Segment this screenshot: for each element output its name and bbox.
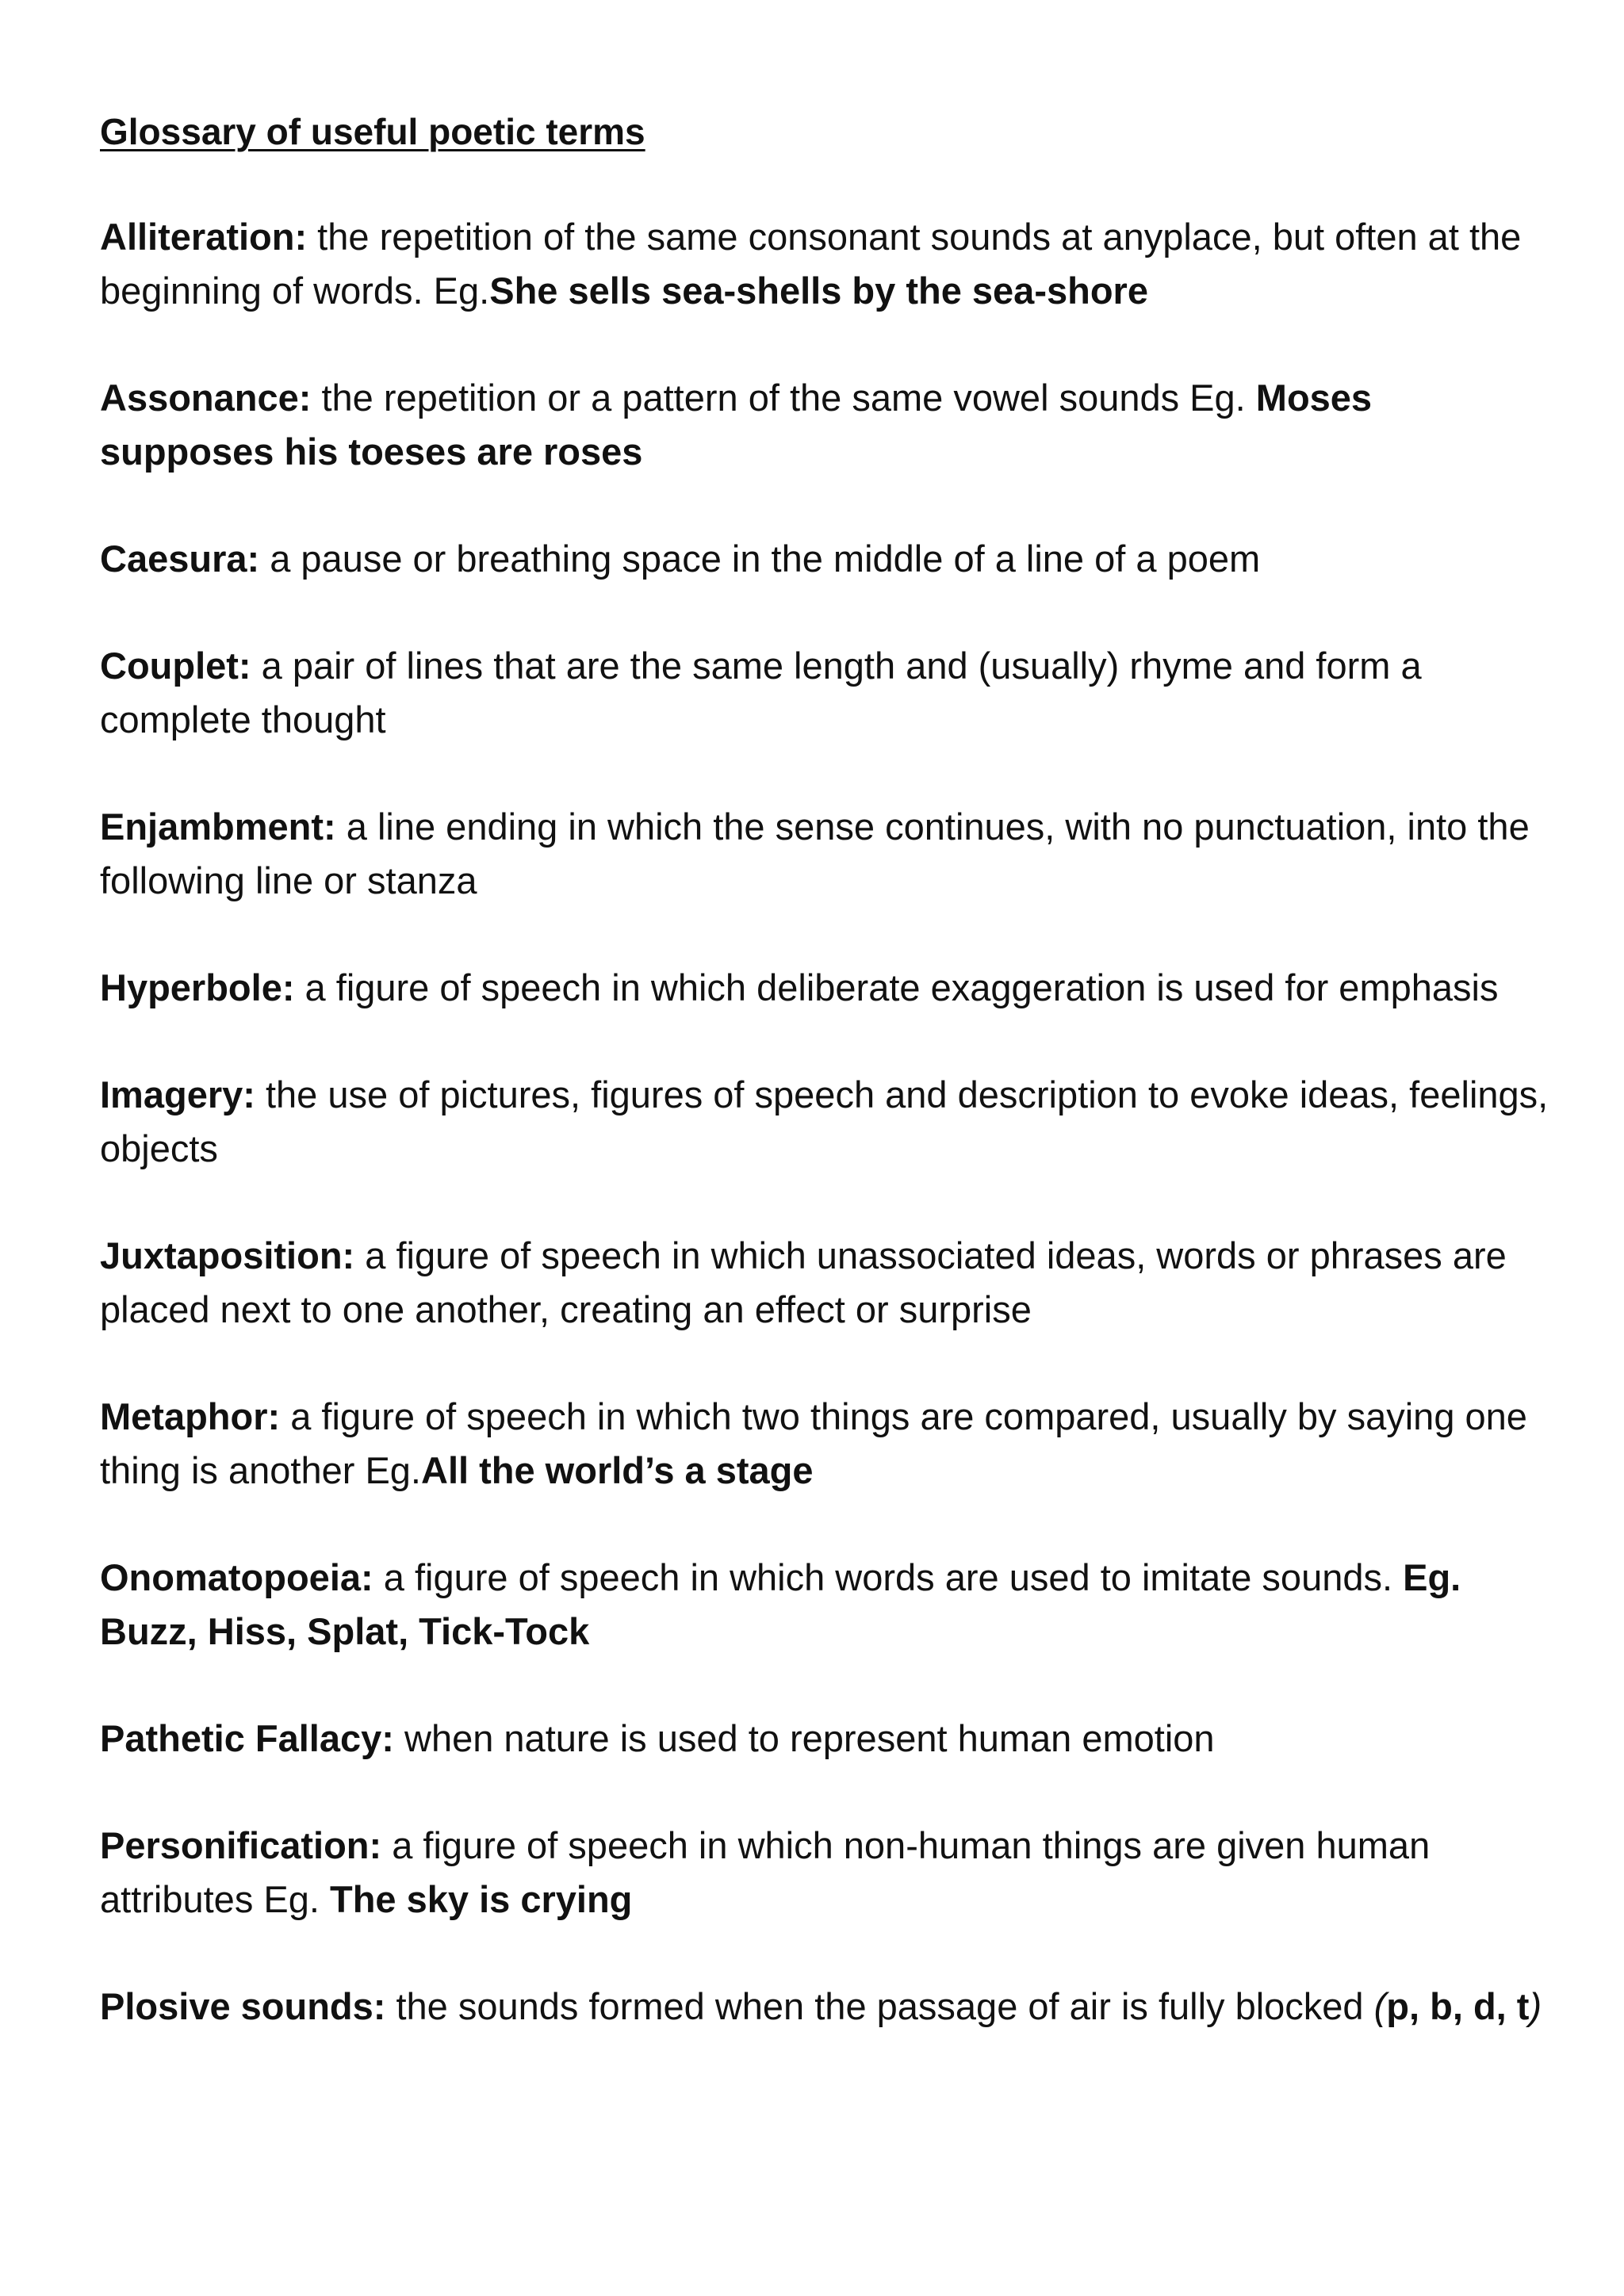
term-definition: a pause or breathing space in the middle of a line of a poem: [259, 538, 1261, 580]
glossary-page: [100, 105, 1551, 2087]
term-label: Imagery:: [100, 1073, 255, 1115]
term-definition: a figure of speech in which non-human things are given human attributes Eg.: [100, 1824, 1431, 1920]
entry-assonance: [100, 371, 1551, 479]
entry-alliteration: [100, 210, 1551, 318]
entry-juxtaposition: [100, 1229, 1551, 1337]
close-parenthesis: ): [1529, 1985, 1542, 2027]
term-definition: a figure of speech in which words are used to imitate sounds.: [373, 1556, 1404, 1598]
term-label: Pathetic Fallacy:: [100, 1717, 394, 1759]
term-label: Caesura:: [100, 538, 260, 580]
term-example: All the world’s a stage: [421, 1449, 814, 1491]
term-label: Personification:: [100, 1824, 382, 1866]
term-definition: the use of pictures, figures of speech and description to evoke ideas, feelings, objects: [100, 1073, 1549, 1169]
term-definition: the sounds formed when the passage of air is fully blocked: [385, 1985, 1374, 2027]
open-parenthesis: (: [1373, 1985, 1387, 2027]
entry-pathetic-fallacy: [100, 1712, 1551, 1766]
term-example: p, b, d, t: [1386, 1985, 1530, 2027]
entry-couplet: [100, 639, 1551, 747]
term-definition: when nature is used to represent human emotion: [393, 1717, 1215, 1759]
term-definition: the repetition or a pattern of the same vowel sounds Eg.: [311, 377, 1256, 419]
term-label: Enjambment:: [100, 806, 336, 848]
term-label: Plosive sounds:: [100, 1985, 386, 2027]
term-definition: a figure of speech in which unassociated ideas, words or phrases are placed next to one another, creating an effect or surprise: [100, 1234, 1507, 1330]
term-example: Eg. Buzz, Hiss, Splat, Tick-Tock: [100, 1556, 1461, 1652]
term-label: Assonance:: [100, 377, 312, 419]
entry-metaphor: [100, 1390, 1551, 1498]
term-definition: a line ending in which the sense continues, with no punctuation, into the following line or stanza: [100, 806, 1530, 901]
entry-hyperbole: [100, 961, 1551, 1015]
term-label: Hyperbole:: [100, 966, 295, 1008]
term-definition: a figure of speech in which two things are compared, usually by saying one thing is another Eg.: [100, 1395, 1527, 1491]
term-definition: a figure of speech in which deliberate exaggeration is used for emphasis: [294, 966, 1499, 1008]
entry-plosive-sounds: [100, 1980, 1551, 2034]
term-label: Alliteration:: [100, 216, 308, 258]
entry-enjambment: [100, 800, 1551, 908]
term-definition: a pair of lines that are the same length and (usually) rhyme and form a complete thought: [100, 645, 1422, 740]
term-example: Moses supposes his toeses are roses: [100, 377, 1373, 473]
term-example: The sky is crying: [330, 1878, 633, 1920]
term-definition: the repetition of the same consonant sounds at anyplace, but often at the beginning of words. Eg.: [100, 216, 1522, 312]
term-label: Couplet:: [100, 645, 251, 687]
term-label: Juxtaposition:: [100, 1234, 355, 1276]
entry-personification: [100, 1819, 1551, 1927]
entry-imagery: [100, 1068, 1551, 1176]
page-title: Glossary of useful poetic terms: [100, 111, 645, 152]
term-label: Onomatopoeia:: [100, 1556, 373, 1598]
entry-caesura: [100, 532, 1551, 586]
term-example: She sells sea-shells by the sea-shore: [489, 270, 1148, 312]
entry-onomatopoeia: [100, 1551, 1551, 1659]
term-label: Metaphor:: [100, 1395, 281, 1437]
